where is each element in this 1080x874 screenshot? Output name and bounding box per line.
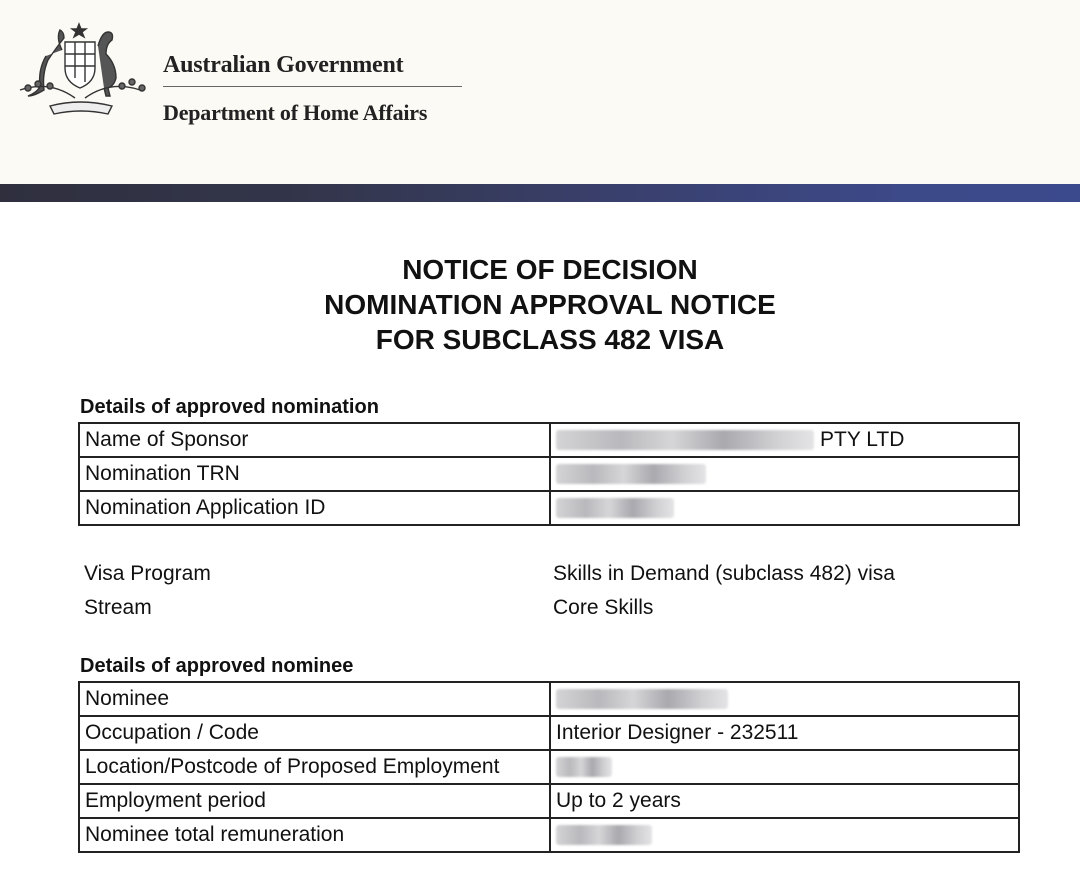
period-label: Employment period xyxy=(79,784,550,818)
trn-value xyxy=(550,457,1019,491)
stream-value: Core Skills xyxy=(553,596,654,619)
redacted-text xyxy=(556,464,706,484)
agency-name: Australian Government xyxy=(163,52,404,78)
notice-title-line-3: FOR SUBCLASS 482 VISA xyxy=(375,324,725,355)
nominee-label: Nominee xyxy=(79,682,550,716)
divider xyxy=(163,86,462,87)
table-row xyxy=(79,750,1019,784)
notice-title-line-1: NOTICE OF DECISION xyxy=(402,254,698,285)
table-row xyxy=(79,716,1019,750)
coat-of-arms-icon xyxy=(10,20,152,124)
occupation-label: Occupation / Code xyxy=(79,716,550,750)
department-name: Department of Home Affairs xyxy=(163,100,428,125)
visa-program-label: Visa Program xyxy=(84,562,211,585)
location-label: Location/Postcode of Proposed Employment xyxy=(79,750,550,784)
sponsor-value xyxy=(550,423,1019,457)
redacted-text xyxy=(556,430,814,450)
table-row xyxy=(79,457,1019,491)
sponsor-suffix: PTY LTD xyxy=(820,428,905,451)
stream-label: Stream xyxy=(84,596,152,619)
nominee-value xyxy=(550,682,1019,716)
redacted-text xyxy=(556,498,674,518)
table-row xyxy=(79,682,1019,716)
nomination-heading: Details of approved nomination xyxy=(80,396,379,418)
nomination-table xyxy=(78,422,1020,526)
location-value xyxy=(550,750,1019,784)
sponsor-label: Name of Sponsor xyxy=(79,423,550,457)
table-row xyxy=(79,784,1019,818)
redacted-text xyxy=(556,757,612,777)
notice-title-line-2: NOMINATION APPROVAL NOTICE xyxy=(324,289,776,320)
table-row xyxy=(79,818,1019,852)
redacted-text xyxy=(556,825,652,845)
trn-label: Nomination TRN xyxy=(79,457,550,491)
table-row xyxy=(79,491,1019,525)
nominee-table xyxy=(78,681,1020,853)
visa-program-value: Skills in Demand (subclass 482) visa xyxy=(553,562,895,585)
remuneration-label: Nominee total remuneration xyxy=(79,818,550,852)
remuneration-value xyxy=(550,818,1019,852)
period-value: Up to 2 years xyxy=(550,784,1019,818)
nominee-heading: Details of approved nominee xyxy=(80,655,354,677)
occupation-value: Interior Designer - 232511 xyxy=(550,716,1019,750)
notice-title xyxy=(0,252,1080,357)
redacted-text xyxy=(556,689,728,709)
app-id-value xyxy=(550,491,1019,525)
letterhead xyxy=(0,0,1080,184)
header-band xyxy=(0,184,1080,202)
table-row xyxy=(79,423,1019,457)
app-id-label: Nomination Application ID xyxy=(79,491,550,525)
